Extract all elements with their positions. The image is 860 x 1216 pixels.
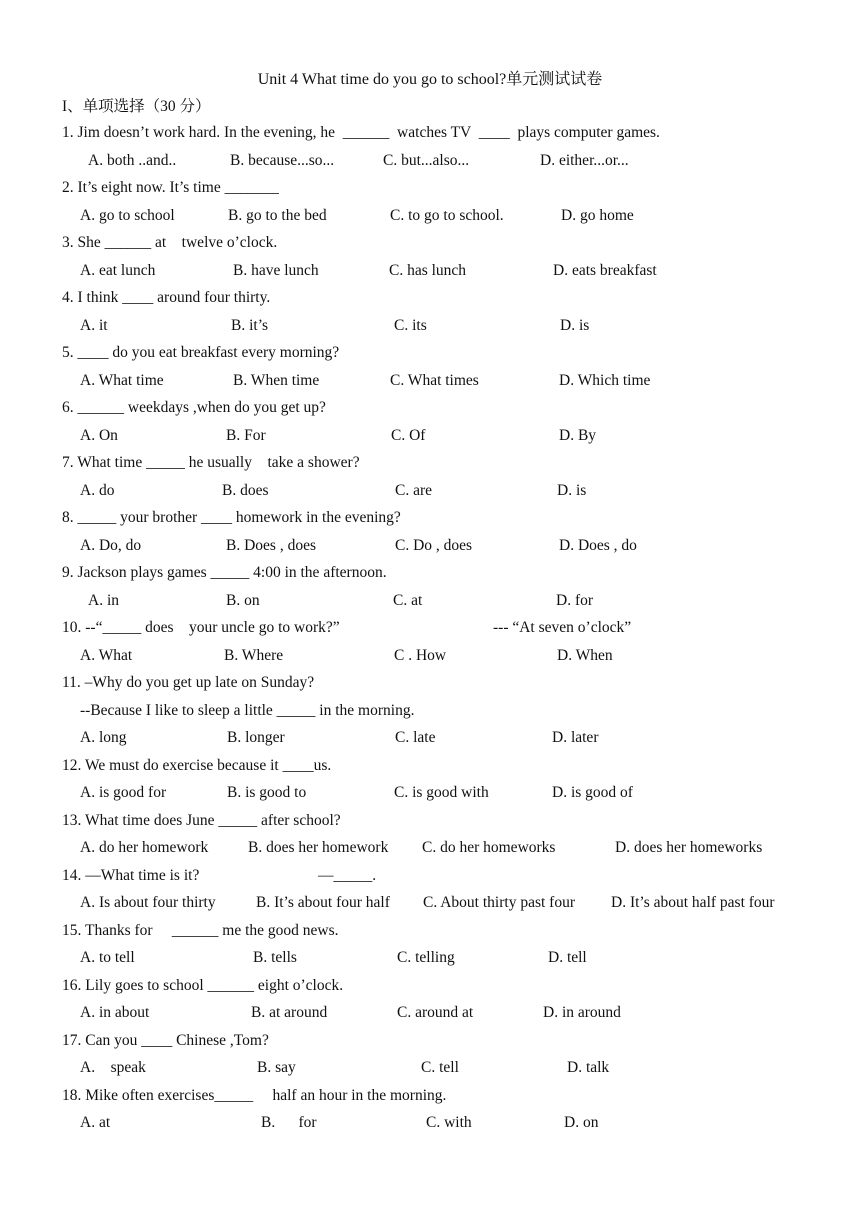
option-b: B. tells: [253, 949, 297, 966]
option-c: C. is good with: [394, 784, 489, 801]
question-stem: 3. She ______ at twelve o’clock.: [62, 234, 278, 251]
option-c: C. telling: [397, 949, 455, 966]
option-d: D. It’s about half past four: [611, 894, 775, 911]
option-a: A. do her homework: [80, 839, 209, 856]
option-b: B. on: [226, 591, 260, 609]
option-d: D. either...or...: [540, 151, 629, 169]
question-stem: 5. ____ do you eat breakfast every morning?: [62, 344, 340, 361]
option-d: D. go home: [561, 206, 634, 224]
question-stem: 14. —What time is it?: [62, 866, 200, 884]
option-a: A. is good for: [80, 784, 167, 801]
question-stem: 7. What time _____ he usually take a shower?: [62, 454, 360, 471]
exam-title: Unit 4 What time do you go to school?单元测试试卷: [257, 71, 603, 88]
option-c: C. tell: [421, 1059, 459, 1076]
option-c: C. with: [426, 1114, 472, 1131]
option-c: C. around at: [397, 1004, 474, 1021]
option-a: A. long: [80, 729, 127, 746]
option-b: B. say: [257, 1059, 296, 1076]
option-a: A. in about: [80, 1004, 150, 1021]
option-c: C. About thirty past four: [423, 894, 575, 911]
option-a: A. go to school: [80, 206, 175, 224]
option-c: C . How: [394, 646, 447, 664]
option-a: A. eat lunch: [80, 261, 156, 279]
option-d: D. tell: [548, 949, 587, 966]
question-stem: 11. –Why do you get up late on Sunday?: [62, 674, 315, 691]
option-b: B. It’s about four half: [256, 894, 390, 911]
option-b: B. Where: [224, 646, 284, 664]
option-a: A. to tell: [80, 949, 135, 966]
option-b: B. at around: [251, 1004, 328, 1021]
option-b: B. For: [226, 426, 266, 444]
question-stem: 6. ______ weekdays ,when do you get up?: [62, 399, 326, 416]
option-d: D. Does , do: [559, 536, 637, 554]
option-a: A. What: [80, 646, 133, 664]
option-d: D. later: [552, 729, 599, 746]
question-answer-prompt: —_____.: [318, 866, 377, 884]
option-d: D. talk: [567, 1059, 610, 1076]
option-b: B. because...so...: [230, 151, 335, 169]
option-b: B. longer: [227, 729, 285, 746]
option-d: D. does her homeworks: [615, 839, 763, 856]
option-a: A. Is about four thirty: [80, 894, 216, 911]
question-stem: 8. _____ your brother ____ homework in the evening?: [62, 509, 401, 526]
option-d: D. is good of: [552, 784, 633, 801]
option-b: B. does: [222, 481, 269, 499]
option-a: A. On: [80, 426, 118, 444]
option-c: C. its: [394, 316, 427, 334]
question-stem: 4. I think ____ around four thirty.: [62, 289, 271, 306]
option-d: D. When: [557, 646, 613, 664]
question-stem: 16. Lily goes to school ______ eight o’clock.: [62, 976, 344, 994]
option-b: B. Does , does: [226, 536, 316, 554]
option-c: C. do her homeworks: [422, 839, 556, 856]
option-b: B. go to the bed: [228, 206, 327, 224]
option-c: C. but...also...: [383, 151, 470, 169]
option-d: D. on: [564, 1114, 599, 1131]
option-c: C. to go to school.: [390, 206, 504, 224]
question-stem: 9. Jackson plays games _____ 4:00 in the afternoon.: [62, 564, 387, 581]
option-a: A. Do, do: [80, 536, 142, 554]
question-stem-continued: --Because I like to sleep a little _____ in the morning.: [80, 701, 415, 719]
question-stem: 17. Can you ____ Chinese ,Tom?: [62, 1031, 269, 1049]
option-a: A. What time: [80, 371, 164, 389]
question-stem: 18. Mike often exercises_____ half an hour in the morning.: [62, 1086, 447, 1104]
option-b: B. for: [261, 1114, 317, 1131]
option-d: D. for: [556, 591, 594, 609]
option-b: B. is good to: [227, 784, 307, 801]
option-c: C. Of: [391, 426, 426, 444]
option-d: D. By: [559, 426, 597, 444]
option-c: C. Do , does: [395, 536, 473, 554]
option-b: B. have lunch: [233, 261, 319, 279]
option-a: A. in: [88, 591, 119, 609]
question-stem: 12. We must do exercise because it ____us.: [62, 756, 332, 774]
option-d: D. Which time: [559, 371, 651, 389]
option-b: B. does her homework: [248, 839, 389, 856]
option-a: A. at: [80, 1114, 111, 1131]
question-stem: 10. --“_____ does your uncle go to work?”: [62, 619, 340, 636]
question-stem: 1. Jim doesn’t work hard. In the evening, he ______ watches TV ____ plays computer games.: [62, 124, 660, 141]
option-b: B. When time: [233, 371, 320, 389]
option-a: A. it: [80, 316, 108, 334]
question-stem: 2. It’s eight now. It’s time _______: [62, 179, 279, 196]
option-b: B. it’s: [231, 316, 269, 334]
option-c: C. are: [395, 481, 433, 499]
option-d: D. in around: [543, 1004, 621, 1021]
option-d: D. is: [557, 481, 587, 499]
option-a: A. speak: [80, 1059, 146, 1076]
option-c: C. has lunch: [389, 261, 467, 279]
option-c: C. at: [393, 591, 423, 609]
option-d: D. is: [560, 316, 590, 334]
option-c: C. late: [395, 729, 436, 746]
question-stem: 15. Thanks for ______ me the good news.: [62, 921, 339, 939]
option-a: A. do: [80, 481, 115, 499]
option-d: D. eats breakfast: [553, 261, 657, 279]
question-stem: 13. What time does June _____ after school?: [62, 811, 341, 829]
section-heading: I、单项选择（30 分）: [62, 98, 211, 115]
option-a: A. both ..and..: [88, 151, 177, 169]
option-c: C. What times: [390, 371, 479, 389]
question-answer-prompt: --- “At seven o’clock”: [493, 619, 632, 636]
